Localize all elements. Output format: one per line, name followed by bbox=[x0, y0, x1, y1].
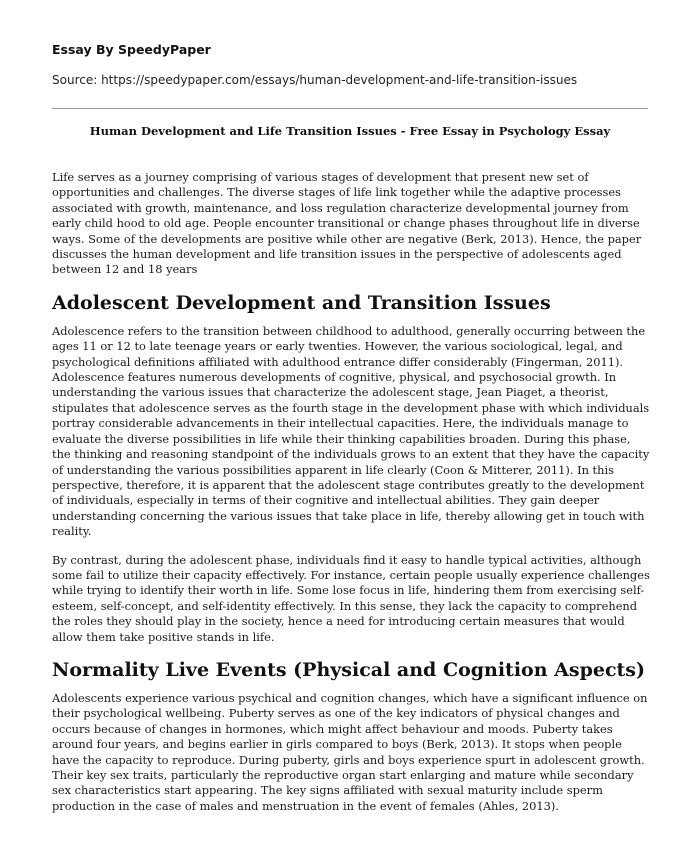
source-line: Source: https://speedypaper.com/essays/human-development-and-life-transition-issues bbox=[52, 73, 578, 87]
section-heading: Normality Live Events (Physical and Cognition Aspects) bbox=[52, 658, 645, 681]
body-paragraph: By contrast, during the adolescent phase, individuals find it easy to handle typical activities, although some fail to utilize their capacity effectively. For instance, certain people usually experience challenges while trying to identify their worth in life. Some lose focus in life, hindering them from exercising self-esteem, self-concept, and self-identity effectively. In this sense, they lack the capacity to comprehend the roles they should play in the society, hence a need for introducing certain measures that would allow them take positive stands in life. bbox=[52, 552, 650, 644]
brand-label: Essay By SpeedyPaper bbox=[52, 42, 211, 57]
body-paragraph: Adolescence refers to the transition between childhood to adulthood, generally occurring between the ages 11 or 12 to late teenage years or early twenties. However, the various sociological, legal, and psychological definitions affiliated with adulthood entrance differ considerably (Fingerman, 2011). Adolescence features numerous developments of cognitive, physical, and psychosocial growth. In understanding the various issues that characterize the adolescent stage, Jean Piaget, a theorist, stipulates that adolescence serves as the fourth stage in the development phase with which individuals portray considerable advancements in their intellectual capacities. Here, the individuals manage to evaluate the diverse possibilities in life while their thinking capabilities broaden. During this phase, the thinking and reasoning standpoint of the individuals grows to an extent that they have the capacity of understanding the various possibilities apparent in life clearly (Coon & Mitterer, 2011). In this perspective, therefore, it is apparent that the adolescent stage contributes greatly to the development of individuals, especially in terms of their cognitive and intellectual abilities. They gain deeper understanding concerning the various issues that take place in life, thereby allowing get in touch with reality. bbox=[52, 323, 650, 539]
document-title: Human Development and Life Transition Issues - Free Essay in Psychology Essay bbox=[89, 124, 611, 138]
section-heading: Adolescent Development and Transition Issues bbox=[52, 291, 551, 314]
intro-paragraph: Life serves as a journey comprising of various stages of development that present new set of opportunities and challenges. The diverse stages of life link together while the adaptive processes associated with growth, maintenance, and loss regulation characterize developmental journey from early child hood to old age. People encounter transitional or change phases throughout life in diverse ways. Some of the developments are positive while other are negative (Berk, 2013). Hence, the paper discusses the human development and life transition issues in the perspective of adolescents aged between 12 and 18 years bbox=[52, 170, 642, 277]
body-paragraph: Adolescents experience various psychical and cognition changes, which have a significant influence on their psychological wellbeing. Puberty serves as one of the key indicators of physical changes and occurs because of changes in hormones, which might affect behaviour and moods. Puberty takes around four years, and begins earlier in girls compared to boys (Berk, 2013). It stops when people have the capacity to reproduce. During puberty, girls and boys experience spurt in adolescent growth. Their key sex traits, particularly the reproductive organ start enlarging and mature while secondary sex characteristics start appearing. The key signs affiliated with sexual maturity include sperm production in the case of males and menstruation in the event of females (Ahles, 2013). bbox=[52, 690, 648, 813]
header-divider bbox=[52, 108, 648, 109]
essay-body bbox=[52, 170, 652, 827]
